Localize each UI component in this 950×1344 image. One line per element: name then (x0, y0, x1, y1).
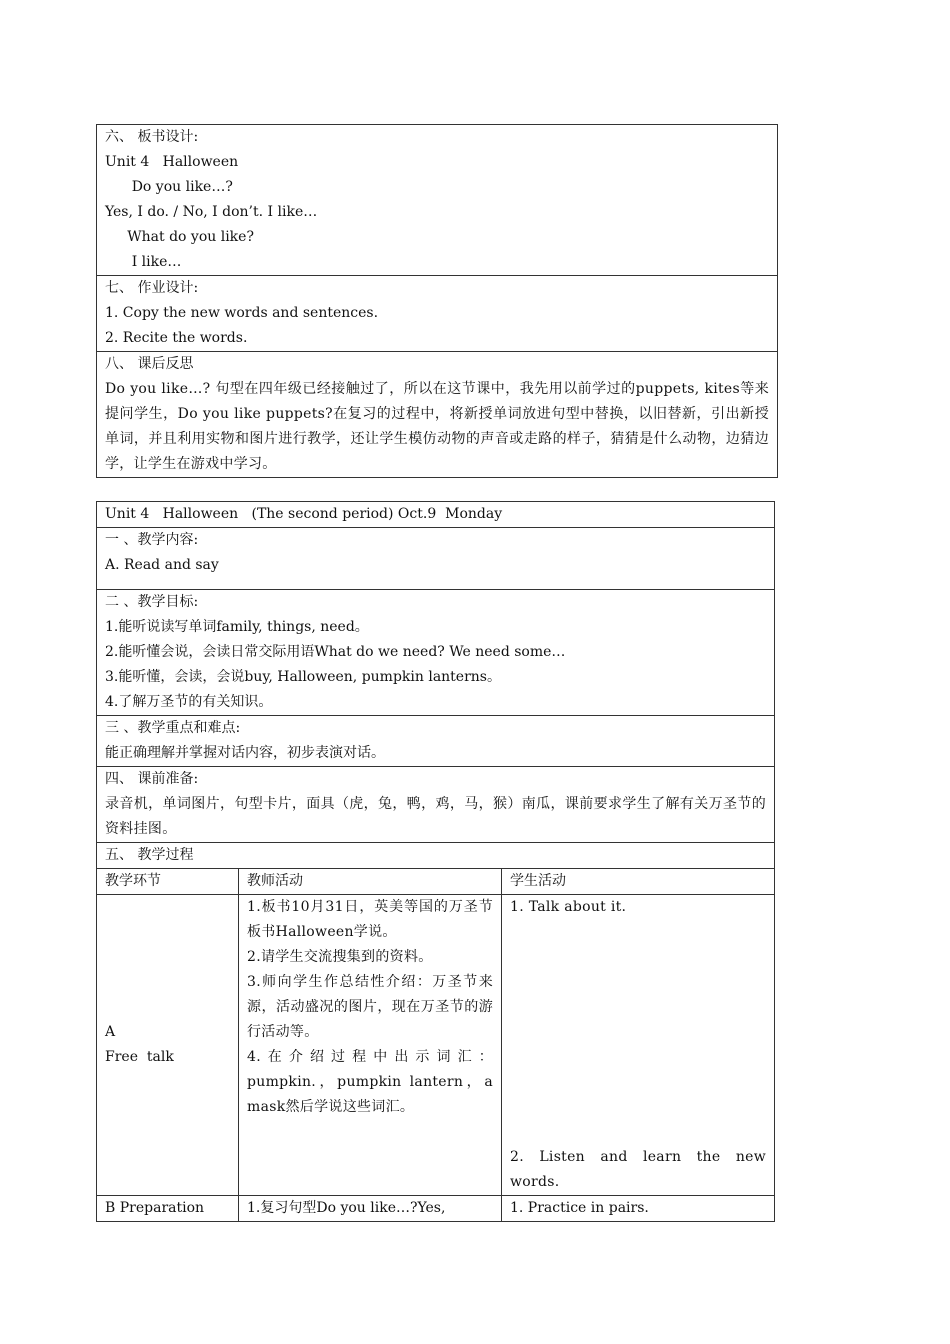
content-line: A. Read and say (105, 557, 219, 573)
reflection-section (97, 351, 777, 477)
homework-line: 2. Recite the words. (105, 330, 248, 346)
lesson-title: Unit 4 Halloween (The second period) Oct.9 Monday (105, 506, 503, 522)
section-heading: 二 、教学目标: (105, 594, 199, 610)
homework-line: 1. Copy the new words and sentences. (105, 305, 379, 321)
stage-label: A (105, 1024, 116, 1040)
section-heading: 七、 作业设计: (105, 280, 199, 296)
board-line: What do you like? (105, 229, 254, 245)
reflection-body: Do you like…? 句型在四年级已经接触过了，所以在这节课中，我先用以前学过的puppets, kites等来提问学生，Do you like puppets?在复习的过程中，将新授单词放进句型中替换，以旧替新，引出新授单词，并且利用实物和图片进行教学，还让学生模仿动物的声音或走路的样子，猜猜是什么动物，边猜边学，让学生在游戏中学习。 (105, 381, 769, 472)
objectives-section (97, 589, 774, 715)
objective-line: 3.能听懂，会读，会说buy, Halloween, pumpkin lanterns。 (105, 669, 501, 685)
teacher-step: 1.复习句型Do you like…?Yes, (239, 1196, 502, 1221)
objective-line: 4.了解万圣节的有关知识。 (105, 694, 273, 710)
lesson-title-row (97, 502, 774, 527)
teacher-step: 1.板书10月31日，英美等国的万圣节 板书Halloween学说。 (247, 899, 493, 940)
section-heading: 五、 教学过程 (105, 847, 194, 863)
teacher-step: 2.请学生交流搜集到的资料。 (247, 949, 433, 965)
reflection-table (96, 124, 778, 478)
teacher-activity-cell (239, 895, 502, 1195)
stage-label: B Preparation (97, 1196, 239, 1221)
teacher-step: 4.在介绍过程中出示词汇：pumpkin.，pumpkin lantern，a mask然后学说这些词汇。 (247, 1049, 493, 1115)
objective-line: 2.能听懂会说，会读日常交际用语What do we need? We need some… (105, 644, 566, 660)
section-heading: 四、 课前准备: (105, 771, 199, 787)
process-header-row (97, 868, 774, 894)
column-header: 学生活动 (510, 873, 566, 889)
board-line: I like… (105, 254, 182, 270)
student-step: 2. Listen and learn the new words. (510, 1149, 766, 1190)
teacher-step: 3.师向学生作总结性介绍：万圣节来源，活动盛况的图片，现在万圣节的游行活动等。 (247, 974, 493, 1040)
table-row (97, 1195, 774, 1221)
homework-section (97, 275, 777, 351)
table-row (97, 894, 774, 1195)
student-step: 1. Practice in pairs. (510, 1200, 649, 1216)
section-heading: 六、 板书设计: (105, 129, 199, 145)
process-heading-row (97, 842, 774, 868)
section-heading: 一 、教学内容: (105, 532, 199, 548)
board-design-section (97, 125, 777, 275)
section-heading: 八、 课后反思 (105, 356, 194, 372)
student-activity-cell (502, 895, 774, 1195)
board-line: Yes, I do. / No, I don’t. I like… (105, 204, 318, 220)
column-header: 教学环节 (97, 869, 239, 894)
key-points-line: 能正确理解并掌握对话内容，初步表演对话。 (105, 745, 385, 761)
content-section (97, 527, 774, 589)
student-step: 1. Talk about it. (510, 899, 627, 915)
preparation-section (97, 766, 774, 842)
lesson-plan-table (96, 501, 775, 1222)
section-heading: 三 、教学重点和难点: (105, 720, 241, 736)
column-header: 教师活动 (239, 869, 502, 894)
board-line: Unit 4 Halloween (105, 154, 239, 170)
preparation-body: 录音机，单词图片，句型卡片，面具（虎，兔，鸭，鸡，马，猴）南瓜，课前要求学生了解有关万圣节的资料挂图。 (105, 796, 766, 837)
key-points-section (97, 715, 774, 766)
objective-line: 1.能听说读写单词family, things, need。 (105, 619, 369, 635)
board-line: Do you like…? (105, 179, 233, 195)
stage-label: Free talk (105, 1049, 174, 1065)
stage-cell (97, 895, 239, 1195)
